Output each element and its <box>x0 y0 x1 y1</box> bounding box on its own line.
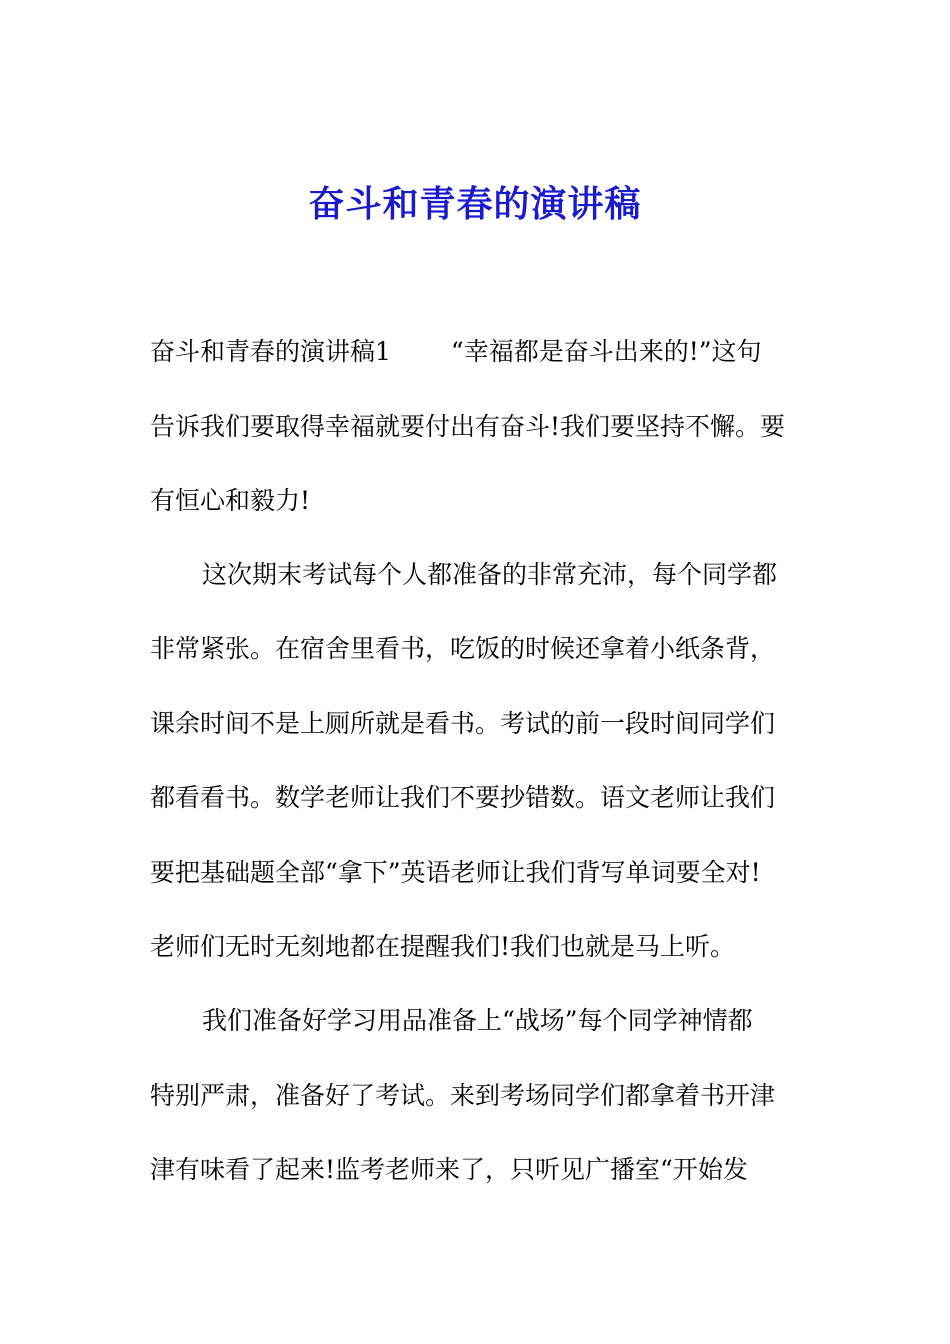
text-line-1-quote: “幸福都是奋斗出来的!”这句 <box>450 337 762 366</box>
text-line-5: 非常紧张。在宿舍里看书，吃饭的时候还拿着小纸条背， <box>150 634 776 663</box>
text-line-9: 老师们无时无刻地都在提醒我们!我们也就是马上听。 <box>150 932 736 961</box>
text-line-1 <box>150 334 810 370</box>
document-title: 奋斗和青春的演讲稿 <box>308 183 642 225</box>
text-line-8: 要把基础题全部“拿下”英语老师让我们背写单词要全对! <box>150 858 761 887</box>
text-line-12: 津有味看了起来!监考老师来了，只听见广播室“开始发 <box>150 1155 748 1184</box>
text-line-4: 这次期末考试每个人都准备的非常充沛，每个同学都 <box>202 560 778 589</box>
text-line-11: 特别严肃，准备好了考试。来到考场同学们都拿着书开津 <box>150 1081 776 1110</box>
speech-heading: 奋斗和青春的演讲稿1 <box>150 337 391 366</box>
text-line-7: 都看看书。数学老师让我们不要抄错数。语文老师让我们 <box>150 783 776 812</box>
text-line-2: 告诉我们要取得幸福就要付出有奋斗!我们要坚持不懈。要 <box>150 412 786 441</box>
text-line-10: 我们准备好学习用品准备上“战场”每个同学神情都 <box>202 1006 753 1035</box>
text-line-6: 课余时间不是上厕所就是看书。考试的前一段时间同学们 <box>150 709 776 738</box>
text-line-3: 有恒心和毅力! <box>150 486 311 515</box>
